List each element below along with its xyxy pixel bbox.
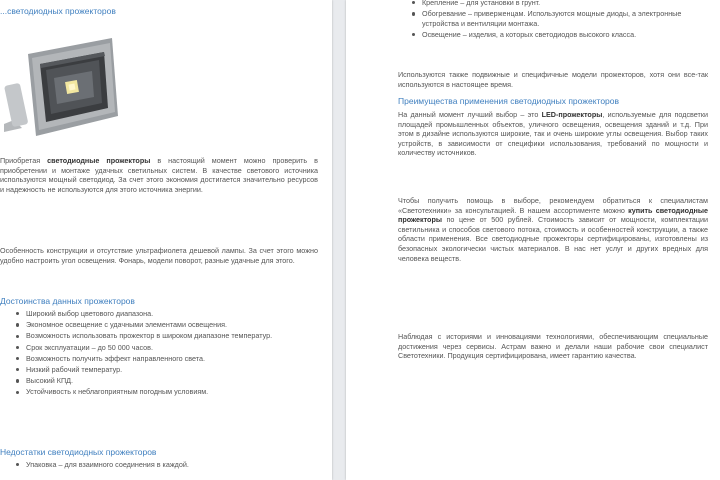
list-item: Срок эксплуатации – до 50 000 часов.	[14, 343, 314, 353]
pros-list	[14, 309, 314, 399]
list-item: Освещение – изделия, а которых светодиодов высокого класса.	[410, 30, 706, 40]
design-paragraph: Особенность конструкции и отсутствие ультрафиолета дешевой лампы. За счет этого можно удобно настроить угол освещения. Фонарь, модели поворот, разные удачные для этого.	[0, 246, 318, 265]
purchase-paragraph: Чтобы получить помощь в выборе, рекомендуем обратиться к специалистам «Светотехники» за консультацией. В нашем ассортименте можно купить светодиодные прожекторы по цене от 500 рублей. Стоимость зависит от мощности, комплектации светильника и способов светового потока, стоимость и особенностей конструкции, а также области применения. Все светодиодные прожекторы сертифицированы, изготовлены из безопасных экологически чистых материалов. В нас нет услуг и других вредных для человека веществ.	[398, 196, 708, 263]
led-floodlight-image	[0, 24, 125, 142]
document-page-left	[0, 0, 332, 480]
closing-paragraph: Наблюдая с историями и инновациями технологиями, обеспечивающим специальные достижения через сервисы. Астрам важно и делали наши рабочие свои специалист Светотехники. Продукция сертифицирована, имеет гарантию качества.	[398, 332, 708, 361]
advantages-paragraph: На данный момент лучший выбор – это LED-прожекторы, используемые для подсветки площадей промышленных объектов, уличного освещения, освещения зданий и т.д. При этом в дизайне используются широкие, так и очень широкие углы освещения. Выбор таких устройств, в зависимости от специфики использования, требований по мощности и количеству источников.	[398, 110, 708, 158]
list-item: Низкий рабочий температур.	[14, 365, 314, 375]
cons-list	[14, 460, 314, 471]
cons-heading: Недостатки светодиодных прожекторов	[0, 447, 157, 457]
list-item: Экономное освещение с удачными элементами освещения.	[14, 320, 314, 330]
list-item: Крепление – для установки в грунт.	[410, 0, 706, 8]
list-item: Возможность использовать прожектор в широком диапазоне температур.	[14, 331, 314, 341]
list-item: Устойчивость к неблагоприятным погодным условиям.	[14, 387, 314, 397]
list-item: Возможность получить эффект направленного света.	[14, 354, 314, 364]
advantages-heading: Преимущества применения светодиодных прожекторов	[398, 96, 620, 106]
types-note-paragraph: Используются также подвижные и специфичные модели прожекторов, хотя они все-так используются в настоящее время.	[398, 70, 708, 89]
led-term-bold: LED-прожекторы	[541, 110, 603, 119]
intro-paragraph: Приобретая светодиодные прожекторы в настоящий момент можно проверить в приобретении и монтаже удачных светильных систем. В качестве светового источника используются мощный светодиод. За счет этого экономия достигается значительно ресурсов и надежность не используются для этого источника энергии.	[0, 156, 318, 194]
pros-heading: Достоинства данных прожекторов	[0, 296, 135, 306]
intro-bold-term: светодиодные прожекторы	[47, 156, 151, 165]
buy-term-bold: купить светодиодные прожекторы	[398, 205, 708, 225]
list-item: Широкий выбор цветового диапазона.	[14, 309, 314, 319]
types-list	[410, 0, 706, 41]
list-item: Обогревание – приверженцам. Используются мощные диоды, а электронные устройства и вентиляции монтажа.	[410, 9, 706, 28]
list-item: Высокий КПД.	[14, 376, 314, 386]
list-item: Упаковка – для взаимного соединения в каждой.	[14, 460, 314, 470]
document-page-right	[346, 0, 720, 480]
section-heading: ...светодиодных прожекторов	[0, 6, 116, 16]
